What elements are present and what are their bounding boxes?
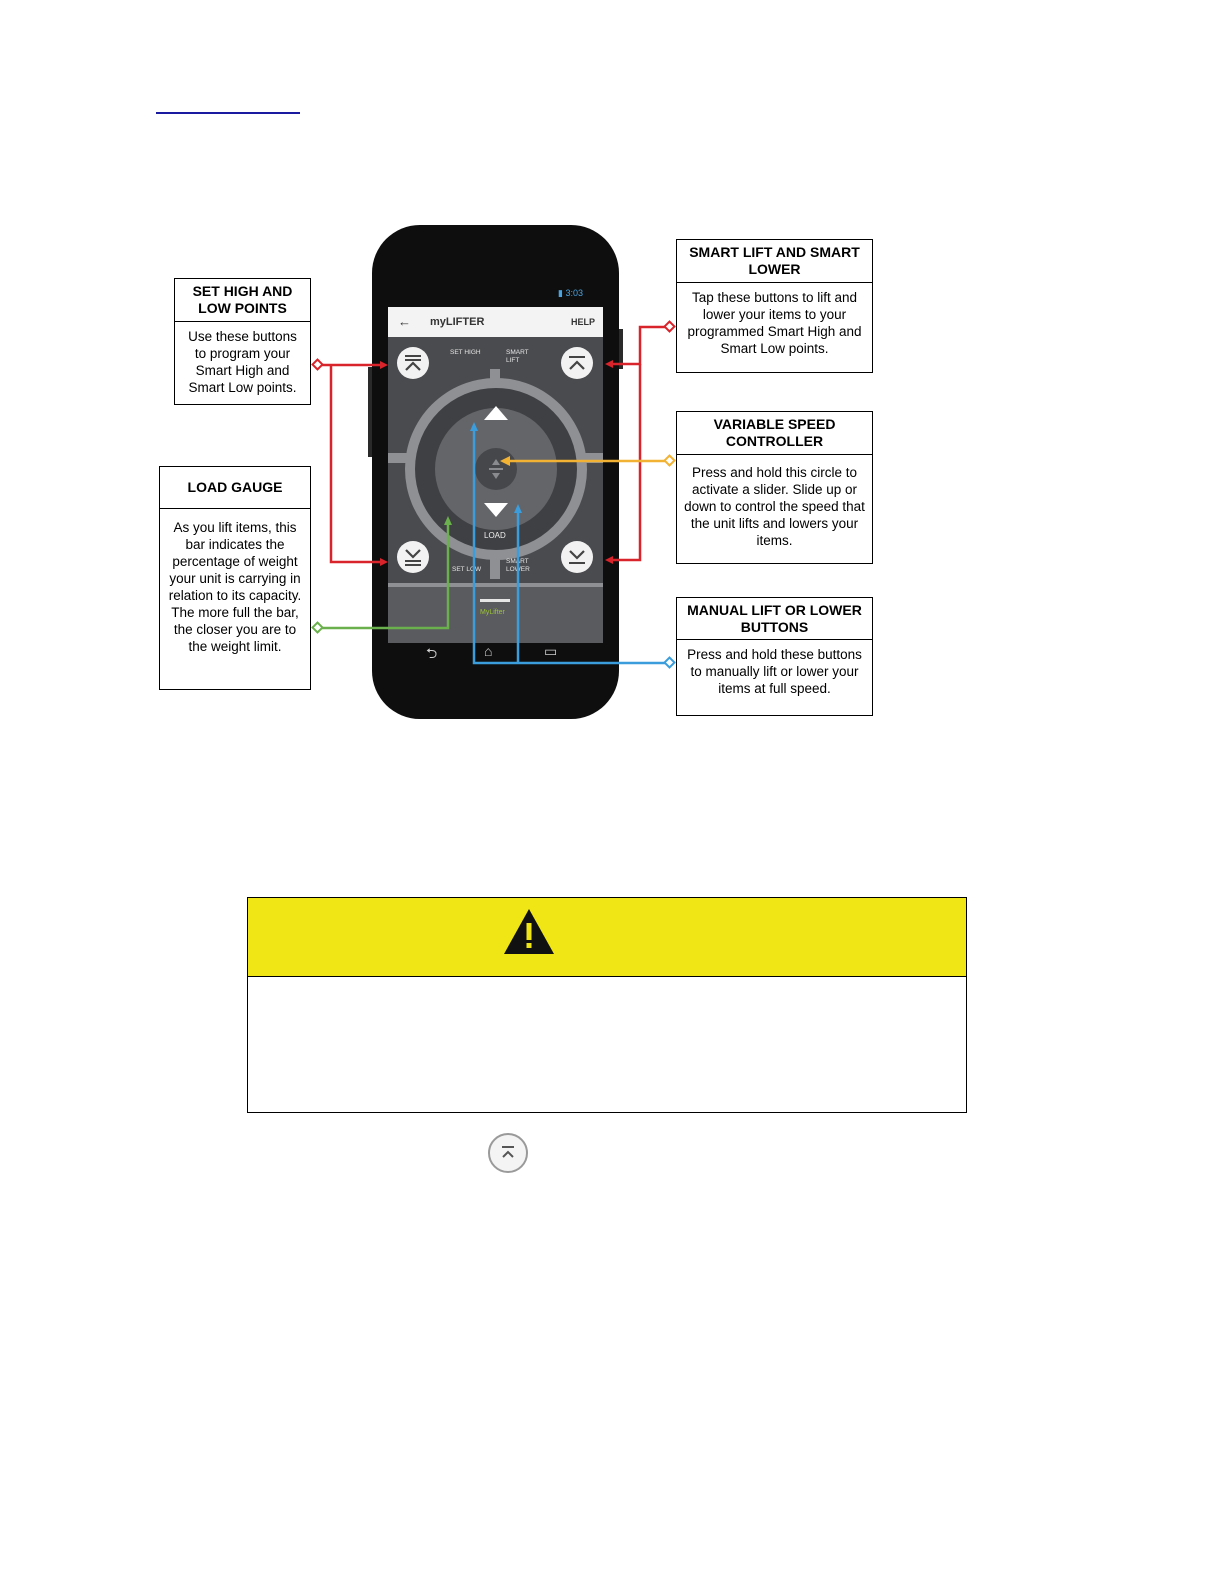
smart-lift-label: SMART LIFT (506, 349, 529, 364)
warning-box (247, 897, 967, 1113)
connector-lines (0, 0, 1224, 760)
callout-set-points-title: SET HIGH AND LOW POINTS (175, 279, 310, 322)
callout-set-points-body: Use these buttons to program your Smart High and Smart Low points. (188, 329, 297, 395)
callout-smart-lift-title: SMART LIFT AND SMART LOWER (677, 240, 872, 283)
callout-load-gauge-body: As you lift items, this bar indicates the percentage of weight your unit is carrying in relation to its capacity. The more full the bar, the closer you are to the weight limit. (168, 520, 302, 654)
set-high-label: SET HIGH (450, 349, 481, 356)
set-low-label: SET LOW (452, 566, 482, 573)
callout-variable-speed-body: Press and hold this circle to activate a slider. Slide up or down to control the speed that the unit lifts and lowers your items. (684, 465, 865, 548)
smart-lower-label: SMART LOWER (506, 558, 530, 573)
help-button[interactable]: HELP (570, 317, 595, 327)
load-gauge-connector (321, 523, 448, 628)
arrow-left-icon[interactable]: ← (398, 314, 411, 329)
set-points-connector (321, 365, 383, 562)
smart-lift-button-icon (487, 1132, 529, 1174)
manual-buttons-connector (474, 430, 666, 663)
brand-label: MyLifter (480, 609, 505, 616)
status-bar-time: ▮ 3:03 (558, 288, 583, 298)
nav-back-icon[interactable]: ⮌ (426, 645, 438, 661)
app-title: myLIFTER (430, 316, 485, 328)
warning-header (248, 898, 966, 977)
load-label: LOAD (484, 531, 506, 540)
nav-home-icon[interactable]: ⌂ (484, 643, 493, 659)
smart-lift-connector (610, 327, 666, 560)
callout-variable-speed-title: VARIABLE SPEED CONTROLLER (677, 412, 872, 455)
nav-recents-icon[interactable]: ▭ (544, 643, 558, 659)
callout-manual-title: MANUAL LIFT OR LOWER BUTTONS (677, 598, 872, 640)
warning-triangle-icon (501, 906, 557, 958)
callout-manual-body: Press and hold these buttons to manually lift or lower your items at full speed. (687, 647, 862, 696)
callout-smart-lift-body: Tap these buttons to lift and lower your items to your programmed Smart High and Smart Low points. (687, 290, 862, 356)
callout-load-gauge-title: LOAD GAUGE (160, 467, 310, 509)
